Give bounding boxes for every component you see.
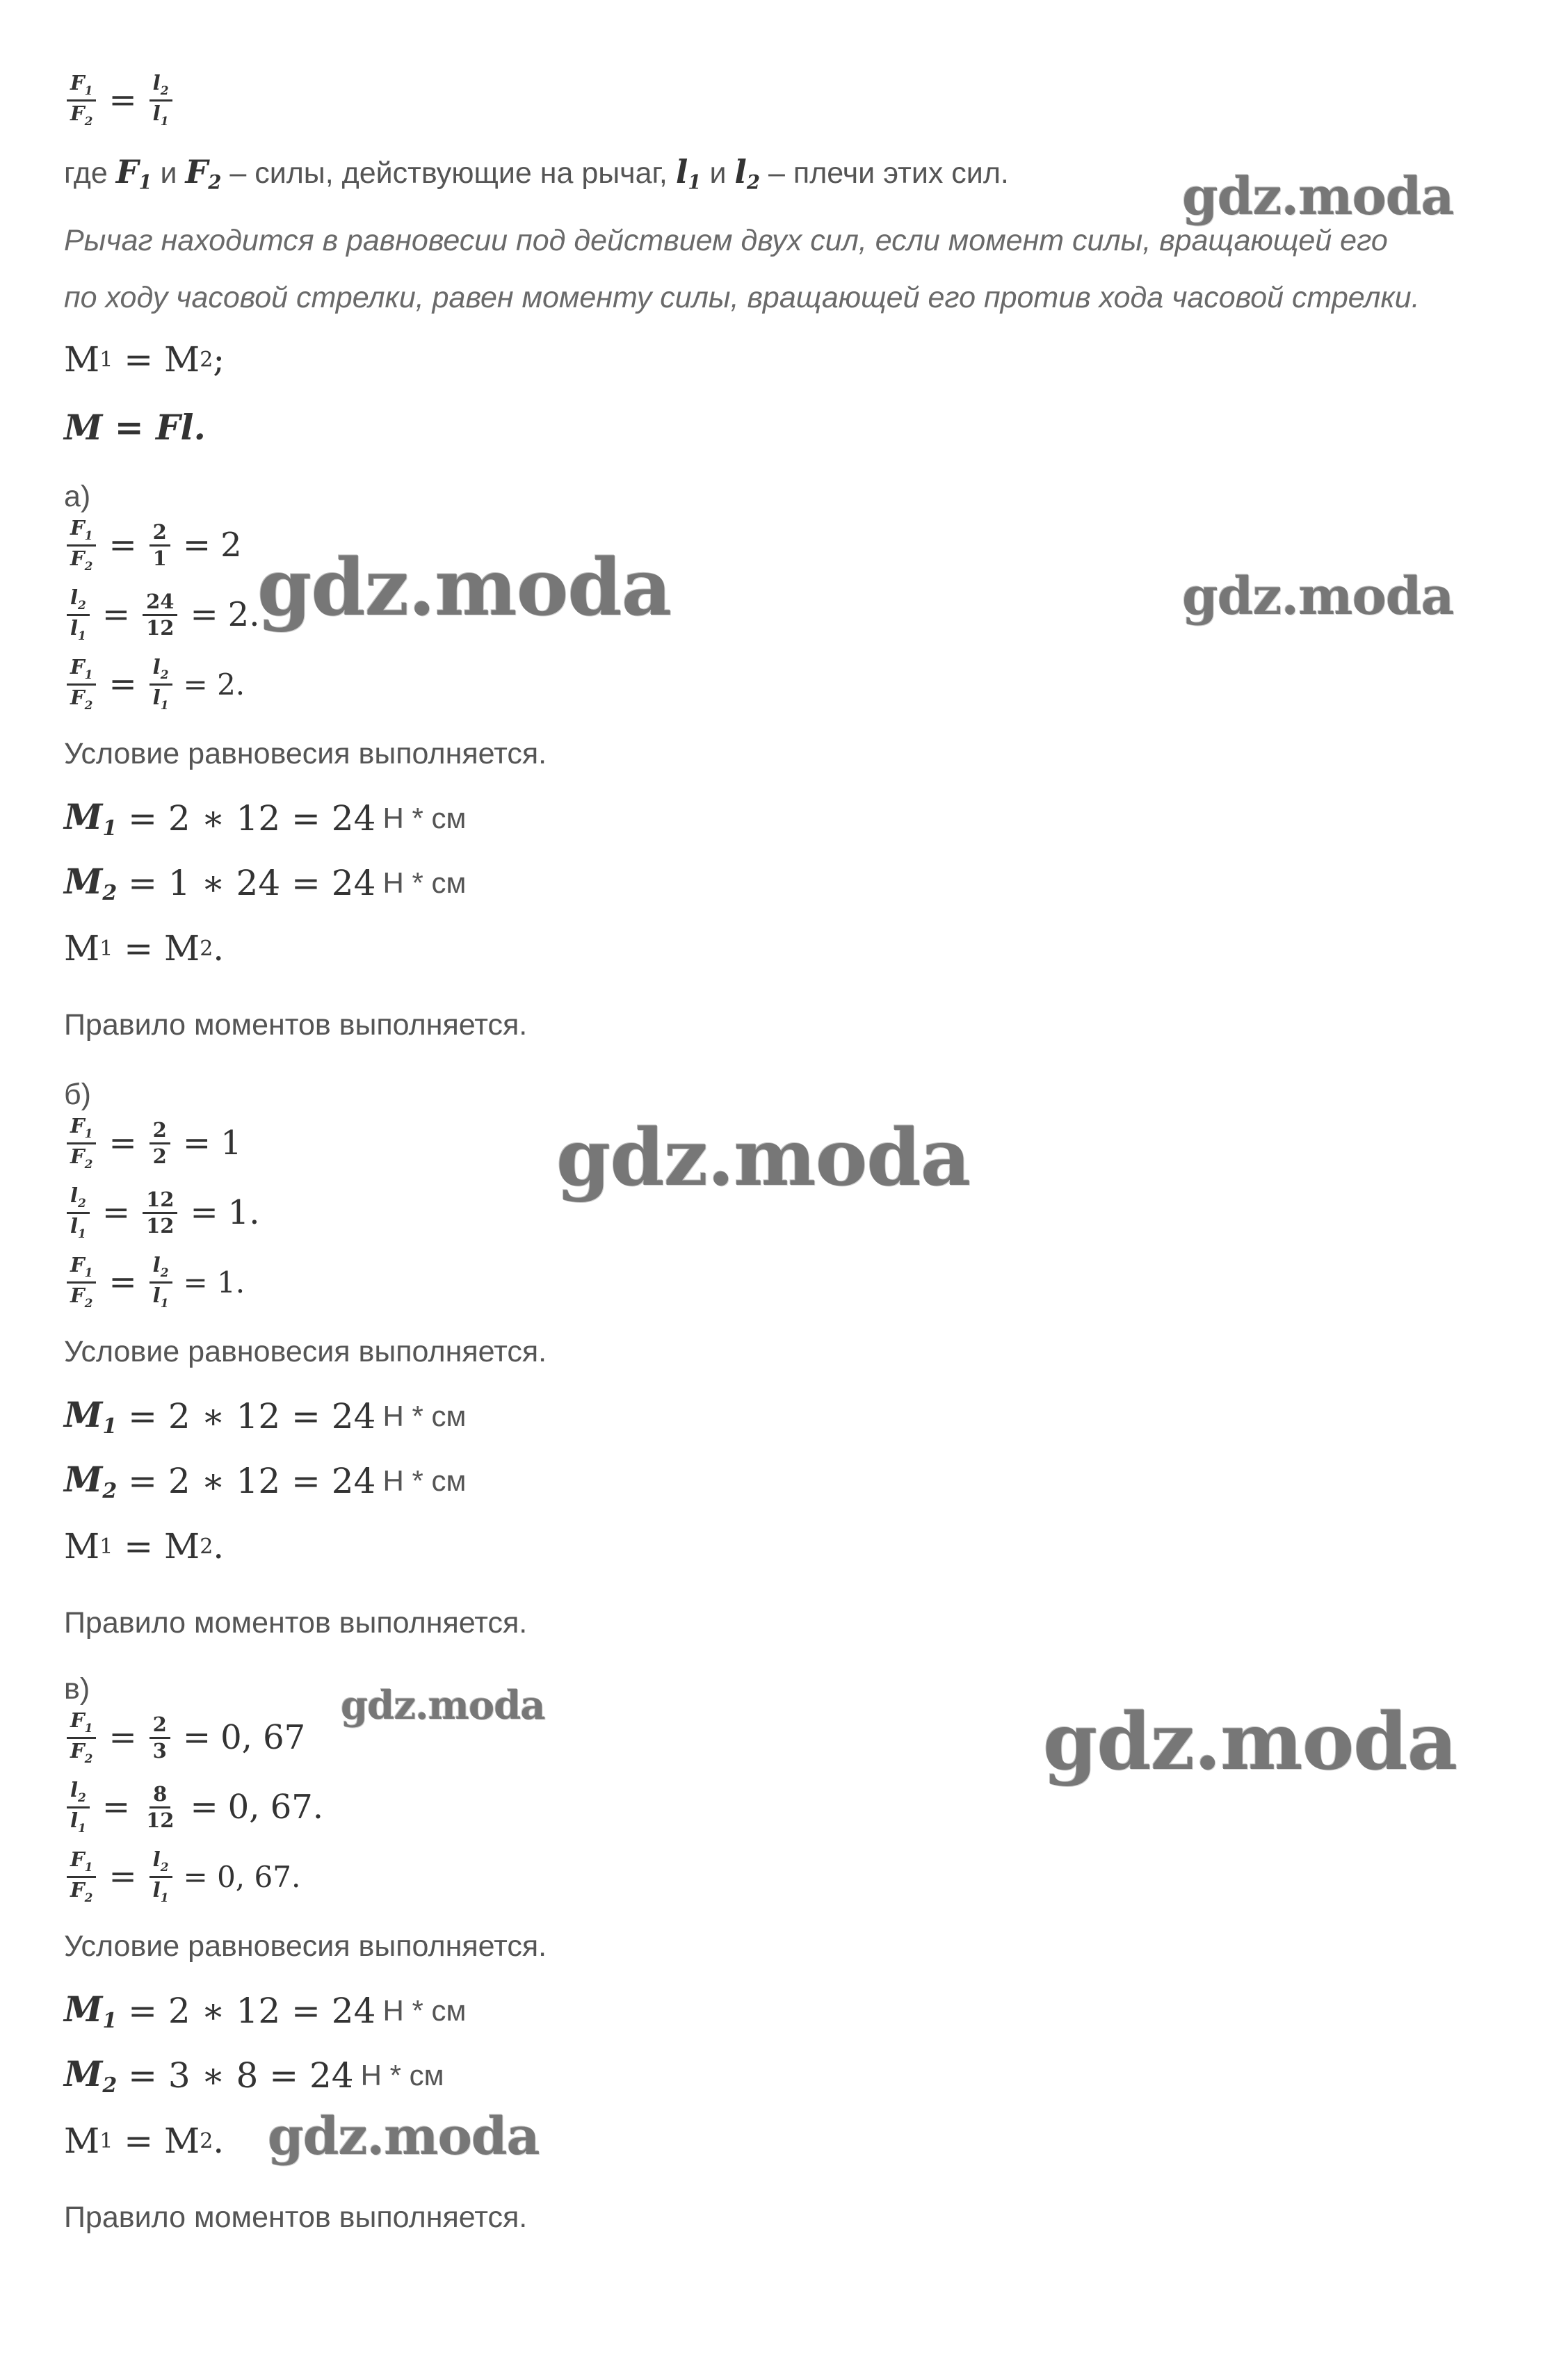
l2-symbol: $l_2$: [734, 153, 761, 194]
unit: Н * см: [382, 1464, 467, 1497]
combined-ratio-line: $\frac{F_1}{F_2}$ = $\frac{l_2}{l_1}$ = 2.: [64, 657, 245, 712]
value: = 0, 67.: [183, 1859, 301, 1894]
fraction: [143, 589, 177, 640]
denominator: 3: [152, 1738, 167, 1763]
watermark: gdz.moda: [1043, 1697, 1457, 1788]
value: 2 ∗ 12 = 24: [168, 1991, 376, 2031]
moments-equal-formula: M 1 = M 2 ;: [64, 339, 225, 380]
equilibrium-statement: Условие равновесия выполняется.: [64, 737, 547, 770]
numerator: 2: [149, 1120, 170, 1144]
moment-2-line: $M_2$ = 3 ∗ 8 = 24 Н * см: [64, 2053, 444, 2098]
fraction: $\frac{l_2}{l_1}$: [149, 73, 172, 128]
forces-definition: [64, 153, 1009, 193]
watermark: gdz.moda: [257, 542, 672, 633]
force-ratio-line: $\frac{F_1}{F_2}$ = $\frac{2}{3}$ = 0, 67: [64, 1710, 305, 1765]
fraction: $\frac{F_1}{F_2}$: [67, 1255, 96, 1310]
fraction: [143, 1781, 177, 1832]
fraction: $\frac{F_1}{F_2}$: [67, 657, 96, 712]
moments-equal-line: M 1 = M 2 .: [64, 1526, 225, 1567]
moment-1-line: $M_1$ = 2 ∗ 12 = 24 Н * см: [64, 1394, 467, 1439]
section-label: б): [64, 1078, 91, 1111]
arm-ratio-line: $\frac{l_2}{l_1}$ = $\frac{12}{12}$ = 1.: [64, 1185, 259, 1240]
l1-symbol: $l_1$: [675, 153, 702, 194]
watermark: gdz.moda: [268, 2107, 540, 2167]
moment-rule-statement: Правило моментов выполняется.: [64, 1008, 528, 1042]
denominator: 12: [146, 1213, 175, 1238]
watermark: gdz.moda: [341, 1683, 545, 1729]
numerator: 12: [143, 1190, 177, 1214]
equilibrium-rule-line-1: Рычаг находится в равновесии под действием двух сил, если момент силы, вращающей его: [64, 224, 1388, 257]
unit: Н * см: [382, 1994, 467, 2027]
fraction: [143, 1187, 177, 1238]
value: 2 ∗ 12 = 24: [168, 798, 376, 839]
unit: Н * см: [382, 802, 467, 834]
value: 2: [220, 526, 242, 565]
fraction: $\frac{F_1}{F_2}$: [67, 1850, 96, 1904]
fraction: [149, 1712, 170, 1763]
fraction: $\frac{F_1}{F_2}$: [67, 1710, 96, 1765]
text: и: [701, 156, 735, 190]
arm-ratio-line: $\frac{l_2}{l_1}$ = $\frac{8}{12}$ = 0, 67.: [64, 1780, 323, 1835]
fraction: [149, 1117, 170, 1168]
unit: Н * см: [382, 866, 467, 899]
f1-symbol: $F_1$: [115, 153, 152, 194]
force-ratio-line: $\frac{F_1}{F_2}$ = $\frac{2}{2}$ = 1: [64, 1116, 242, 1171]
text: – плечи этих сил.: [760, 156, 1009, 190]
moment-rule-statement: Правило моментов выполняется.: [64, 2201, 528, 2234]
moment-1-line: $M_1$ = 2 ∗ 12 = 24 Н * см: [64, 1989, 467, 2033]
numerator: 24: [143, 592, 177, 616]
denominator: 2: [152, 1144, 167, 1168]
fraction: $\frac{l_2}{l_1}$: [149, 657, 172, 712]
section-label: а): [64, 480, 91, 513]
denominator: 12: [146, 1808, 175, 1832]
fraction: $\frac{F_1}{F_2}$: [67, 1116, 96, 1171]
value: 2.: [227, 595, 260, 635]
fraction: $\frac{l_2}{l_1}$: [67, 588, 90, 642]
denominator: 12: [146, 615, 175, 640]
value: 0, 67.: [227, 1788, 324, 1827]
value: 1 ∗ 24 = 24: [168, 863, 376, 903]
arm-ratio-line: $\frac{l_2}{l_1}$ = $\frac{24}{12}$ = 2.: [64, 588, 259, 642]
force-ratio-line: $\frac{F_1}{F_2}$ = $\frac{2}{1}$ = 2: [64, 518, 242, 573]
combined-ratio-line: $\frac{F_1}{F_2}$ = $\frac{l_2}{l_1}$ = 1.: [64, 1255, 245, 1310]
watermark: gdz.moda: [1182, 567, 1454, 626]
text: и: [152, 156, 186, 190]
fraction: $\frac{l_2}{l_1}$: [149, 1255, 172, 1310]
combined-ratio-line: $\frac{F_1}{F_2}$ = $\frac{l_2}{l_1}$ = 0, 67.: [64, 1850, 300, 1904]
moments-equal-line: M 1 = M 2 .: [64, 2121, 225, 2161]
value: 3 ∗ 8 = 24: [168, 2055, 354, 2096]
equilibrium-statement: Условие равновесия выполняется.: [64, 1335, 547, 1368]
fraction: $\frac{l_2}{l_1}$: [67, 1780, 90, 1835]
moments-equal-line: M 1 = M 2 .: [64, 928, 225, 969]
moment-2-line: $M_2$ = 2 ∗ 12 = 24 Н * см: [64, 1459, 467, 1503]
moment-definition-formula: M = Fl.: [64, 407, 206, 448]
value: 1: [220, 1124, 242, 1163]
numerator: 2: [149, 522, 170, 547]
unit: Н * см: [360, 2059, 444, 2091]
denominator: 1: [152, 546, 167, 570]
fraction: [149, 519, 170, 570]
numerator: 8: [149, 1784, 170, 1808]
moment-2-line: $M_2$ = 1 ∗ 24 = 24 Н * см: [64, 861, 467, 905]
value: 2 ∗ 12 = 24: [168, 1396, 376, 1437]
lever-ratio-formula: $\frac{F_1}{F_2}$ = $\frac{l_2}{l_1}$: [64, 73, 175, 128]
value: 2 ∗ 12 = 24: [168, 1461, 376, 1501]
numerator: 2: [149, 1715, 170, 1739]
unit: Н * см: [382, 1400, 467, 1432]
watermark: gdz.moda: [1182, 167, 1454, 227]
section-label: в): [64, 1672, 90, 1706]
f2-symbol: $F_2$: [185, 153, 222, 194]
fraction: $\frac{F_1}{F_2}$: [67, 73, 96, 128]
equilibrium-rule-line-2: по ходу часовой стрелки, равен моменту силы, вращающей его против хода часовой стрелки.: [64, 281, 1420, 314]
value: = 1.: [183, 1265, 245, 1300]
text: – силы, действующие на рычаг,: [221, 156, 676, 190]
moment-rule-statement: Правило моментов выполняется.: [64, 1606, 528, 1640]
value: 1.: [227, 1193, 260, 1233]
fraction: $\frac{l_2}{l_1}$: [67, 1185, 90, 1240]
value: = 2.: [183, 667, 245, 702]
fraction: $\frac{l_2}{l_1}$: [149, 1850, 172, 1904]
value: 0, 67: [220, 1718, 306, 1758]
equilibrium-statement: Условие равновесия выполняется.: [64, 1929, 547, 1963]
text: где: [64, 156, 116, 190]
moment-1-line: $M_1$ = 2 ∗ 12 = 24 Н * см: [64, 796, 467, 841]
fraction: $\frac{F_1}{F_2}$: [67, 518, 96, 573]
watermark: gdz.moda: [556, 1112, 971, 1204]
